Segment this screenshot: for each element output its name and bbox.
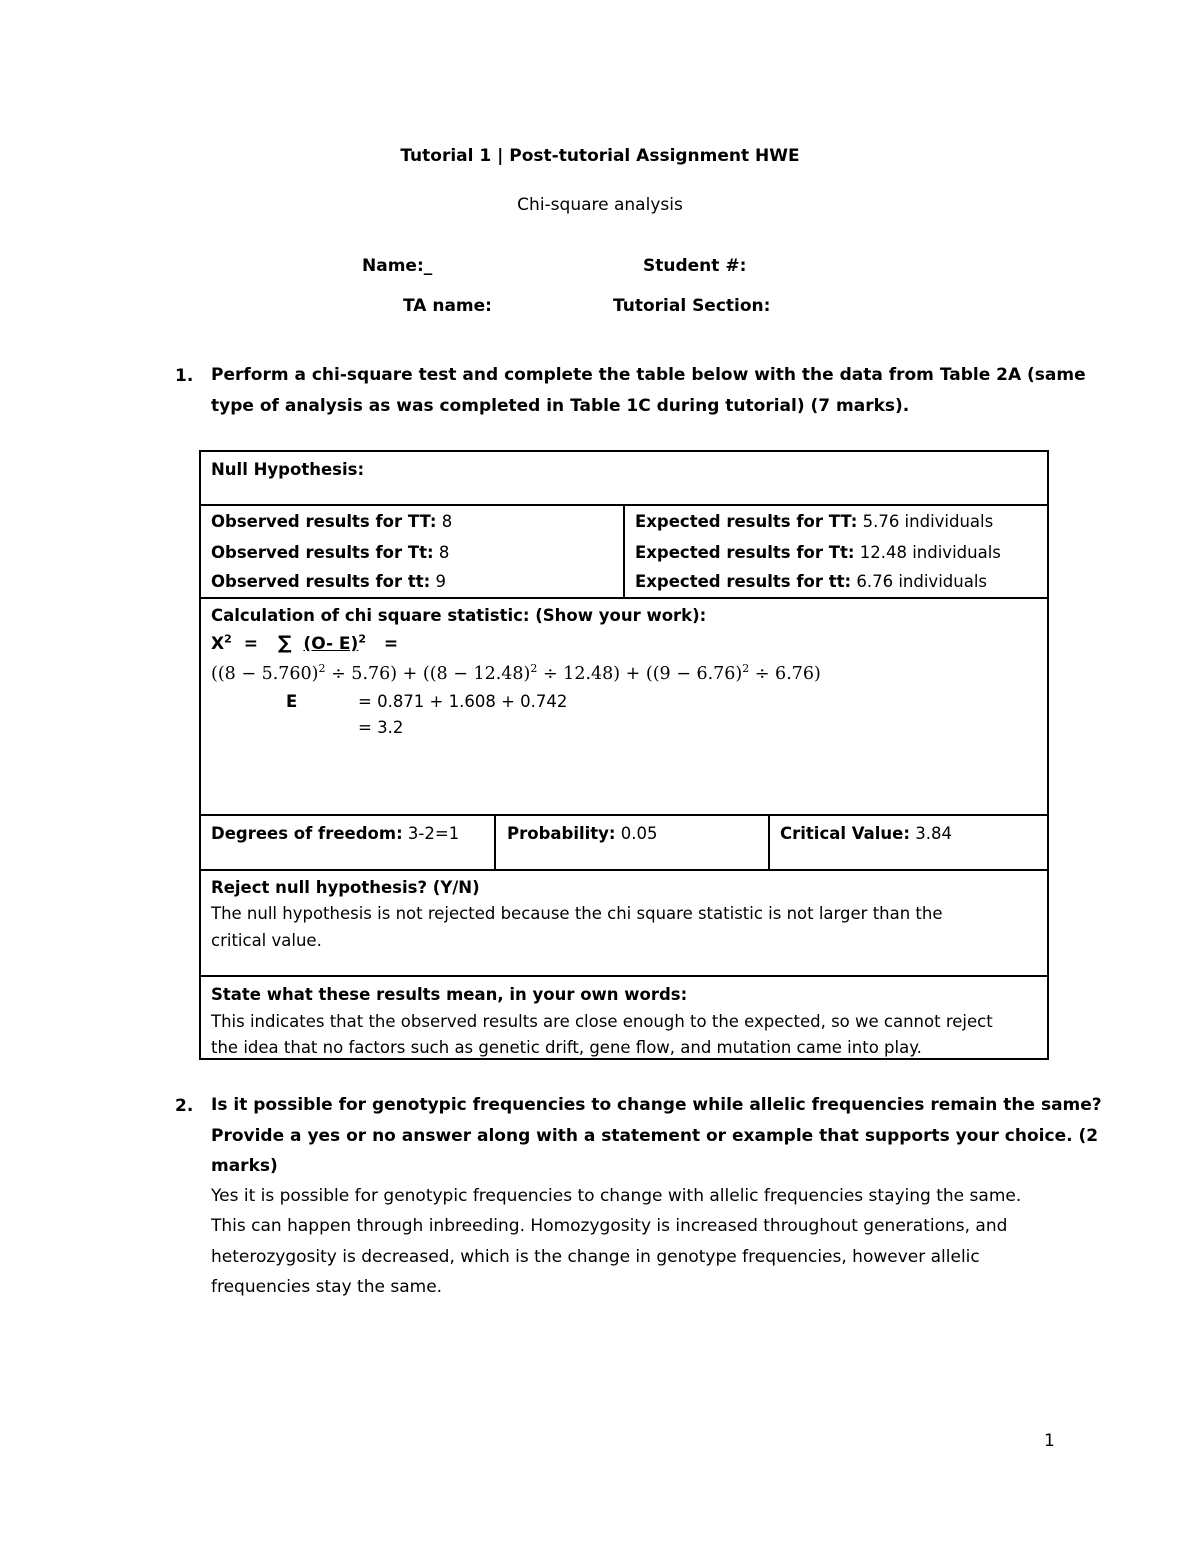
ta-name-label: TA name:: [403, 296, 492, 316]
question-2-answer-line: Yes it is possible for genotypic frequencies to change with allelic frequencies staying the same.: [211, 1186, 1022, 1206]
probability-label: Probability:: [507, 824, 616, 843]
observed-value: 8: [433, 543, 450, 562]
oe-superscript: 2: [358, 632, 366, 646]
question-2-answer-line: heterozygosity is decreased, which is the change in genotype frequencies, however allelic: [211, 1247, 980, 1267]
sigma-icon: ∑: [277, 632, 292, 654]
observed-tt-heterozygous: [211, 543, 449, 562]
results-meaning-line-2: the idea that no factors such as genetic drift, gene flow, and mutation came into play.: [211, 1038, 922, 1057]
formula-term: ÷ 5.76) + ((8 − 12.48): [325, 663, 531, 684]
probability: [507, 824, 658, 843]
critical-value-value: 3.84: [909, 824, 952, 843]
question-2-line-1: Is it possible for genotypic frequencies to change while allelic frequencies remain the same?: [211, 1095, 1102, 1115]
results-meaning-line-1: This indicates that the observed results are close enough to the expected, so we cannot reject: [211, 1012, 993, 1031]
expected-value: 5.76 individuals: [857, 512, 994, 531]
observed-tt-homozygous-dominant: [211, 512, 452, 531]
question-2-line-2: Provide a yes or no answer along with a statement or example that supports your choice. (2: [211, 1126, 1099, 1146]
reject-answer-line-2: critical value.: [211, 931, 322, 950]
formula-exponent: 2: [318, 662, 326, 675]
student-number-label: Student #:: [643, 256, 747, 276]
formula-exponent: 2: [742, 662, 750, 675]
expected-label: Expected results for tt:: [635, 572, 852, 591]
table-border-left: [199, 450, 201, 1060]
chi-square-expanded-formula: [211, 662, 821, 684]
expected-label: Expected results for TT:: [635, 512, 858, 531]
dof-label: Degrees of freedom:: [211, 824, 403, 843]
null-hypothesis-label: Null Hypothesis:: [211, 460, 365, 479]
document-subtitle: Chi-square analysis: [517, 195, 683, 215]
formula-term: ÷ 6.76): [749, 663, 821, 684]
equals-sign: =: [383, 634, 399, 654]
probability-value: 0.05: [615, 824, 658, 843]
chi-square-formula: [211, 632, 398, 654]
observed-label: Observed results for Tt:: [211, 543, 434, 562]
column-divider: [494, 814, 496, 871]
observed-value: 9: [430, 572, 447, 591]
reject-null-label: Reject null hypothesis? (Y/N): [211, 878, 480, 897]
page-number: 1: [1044, 1431, 1055, 1451]
name-label: Name:_: [362, 256, 433, 276]
expected-value: 6.76 individuals: [851, 572, 988, 591]
reject-answer-line-1: The null hypothesis is not rejected because the chi square statistic is not larger than the: [211, 904, 943, 923]
row-divider: [199, 869, 1049, 871]
dof-value: 3-2=1: [402, 824, 460, 843]
question-2-answer-line: frequencies stay the same.: [211, 1277, 443, 1297]
observed-label: Observed results for tt:: [211, 572, 431, 591]
calculation-label: Calculation of chi square statistic: (Show your work):: [211, 606, 707, 625]
table-border-top: [199, 450, 1049, 452]
formula-exponent: 2: [530, 662, 538, 675]
question-2-answer-line: This can happen through inbreeding. Homozygosity is increased throughout generations, and: [211, 1216, 1008, 1236]
chi-square-sum-line: = 0.871 + 1.608 + 0.742: [358, 692, 568, 711]
formula-term: ((8 − 5.760): [211, 663, 319, 684]
row-divider: [199, 814, 1049, 816]
document-title: Tutorial 1 | Post-tutorial Assignment HWE: [400, 146, 800, 166]
question-2-line-3: marks): [211, 1156, 278, 1176]
observed-label: Observed results for TT:: [211, 512, 437, 531]
expected-tt-heterozygous: [635, 543, 1001, 562]
chi-superscript: 2: [224, 632, 232, 646]
chi-symbol: X: [211, 634, 225, 654]
observed-value: 8: [436, 512, 453, 531]
expected-label: Expected results for Tt:: [635, 543, 855, 562]
question-1-line-2: type of analysis as was completed in Table 1C during tutorial) (7 marks).: [211, 396, 910, 416]
critical-value-label: Critical Value:: [780, 824, 910, 843]
equals-sign: =: [243, 634, 258, 654]
expected-value: 12.48 individuals: [854, 543, 1001, 562]
row-divider: [199, 975, 1049, 977]
column-divider: [768, 814, 770, 871]
question-1-line-1: Perform a chi-square test and complete the table below with the data from Table 2A (same: [211, 365, 1086, 385]
question-2-number: 2.: [175, 1096, 194, 1116]
expected-tt-homozygous-dominant: [635, 512, 993, 531]
column-divider: [623, 504, 625, 599]
observed-tt-homozygous-recessive: [211, 572, 446, 591]
formula-term: ÷ 12.48) + ((9 − 6.76): [537, 663, 743, 684]
table-border-right: [1047, 450, 1049, 1060]
results-meaning-label: State what these results mean, in your own words:: [211, 985, 688, 1004]
critical-value: [780, 824, 952, 843]
question-1-number: 1.: [175, 366, 194, 386]
observed-minus-expected: (O- E): [303, 634, 359, 654]
table-border-bottom: [199, 1058, 1049, 1060]
chi-square-result: = 3.2: [358, 718, 404, 737]
tutorial-section-label: Tutorial Section:: [613, 296, 771, 316]
expected-tt-homozygous-recessive: [635, 572, 987, 591]
denominator-e-label: E: [286, 692, 298, 711]
degrees-of-freedom: [211, 824, 459, 843]
